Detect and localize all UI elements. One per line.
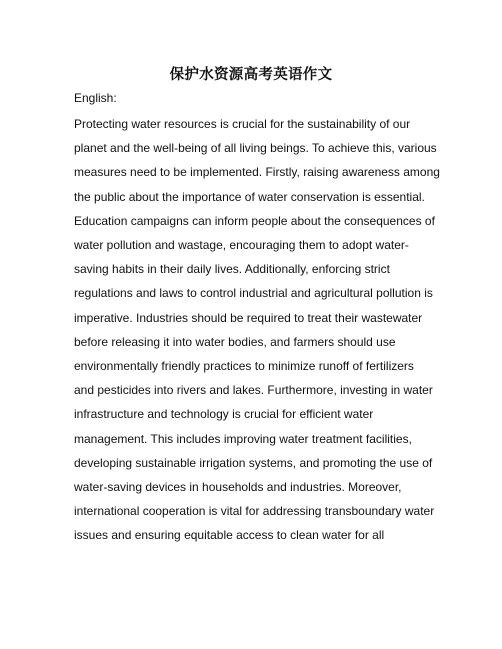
essay-paragraph	[74, 112, 440, 548]
text-line: before releasing it into water bodies, and farmers should use	[74, 334, 396, 349]
text-line: issues and ensuring equitable access to clean water for all	[74, 528, 385, 543]
text-line: the public about the importance of water conservation is essential.	[74, 189, 425, 204]
text-line: environmentally friendly practices to minimize runoff of fertilizers	[74, 359, 414, 374]
text-line: water-saving devices in households and industries. Moreover,	[74, 480, 402, 495]
language-label: English:	[74, 91, 117, 105]
text-line: saving habits in their daily lives. Additionally, enforcing strict	[74, 262, 390, 277]
text-line: and pesticides into rivers and lakes. Furthermore, investing in water	[74, 383, 433, 398]
text-line: infrastructure and technology is crucial for efficient water	[74, 407, 374, 422]
text-line: imperative. Industries should be required to treat their wastewater	[74, 310, 423, 325]
text-line: Protecting water resources is crucial for the sustainability of our	[74, 117, 411, 131]
text-line: water pollution and wastage, encouraging them to adopt water-	[74, 238, 409, 253]
document-title: 保护水资源高考英语作文	[169, 67, 333, 83]
text-line: regulations and laws to control industrial and agricultural pollution is	[74, 286, 433, 301]
text-line: Education campaigns can inform people about the consequences of	[74, 213, 435, 228]
text-line: developing sustainable irrigation systems, and promoting the use of	[74, 455, 433, 470]
text-line: management. This includes improving water treatment facilities,	[74, 431, 412, 446]
text-line: international cooperation is vital for addressing transboundary water	[74, 504, 435, 519]
text-line: planet and the well-being of all living beings. To achieve this, various	[74, 141, 437, 156]
text-line: measures need to be implemented. Firstly, raising awareness among	[74, 165, 440, 180]
